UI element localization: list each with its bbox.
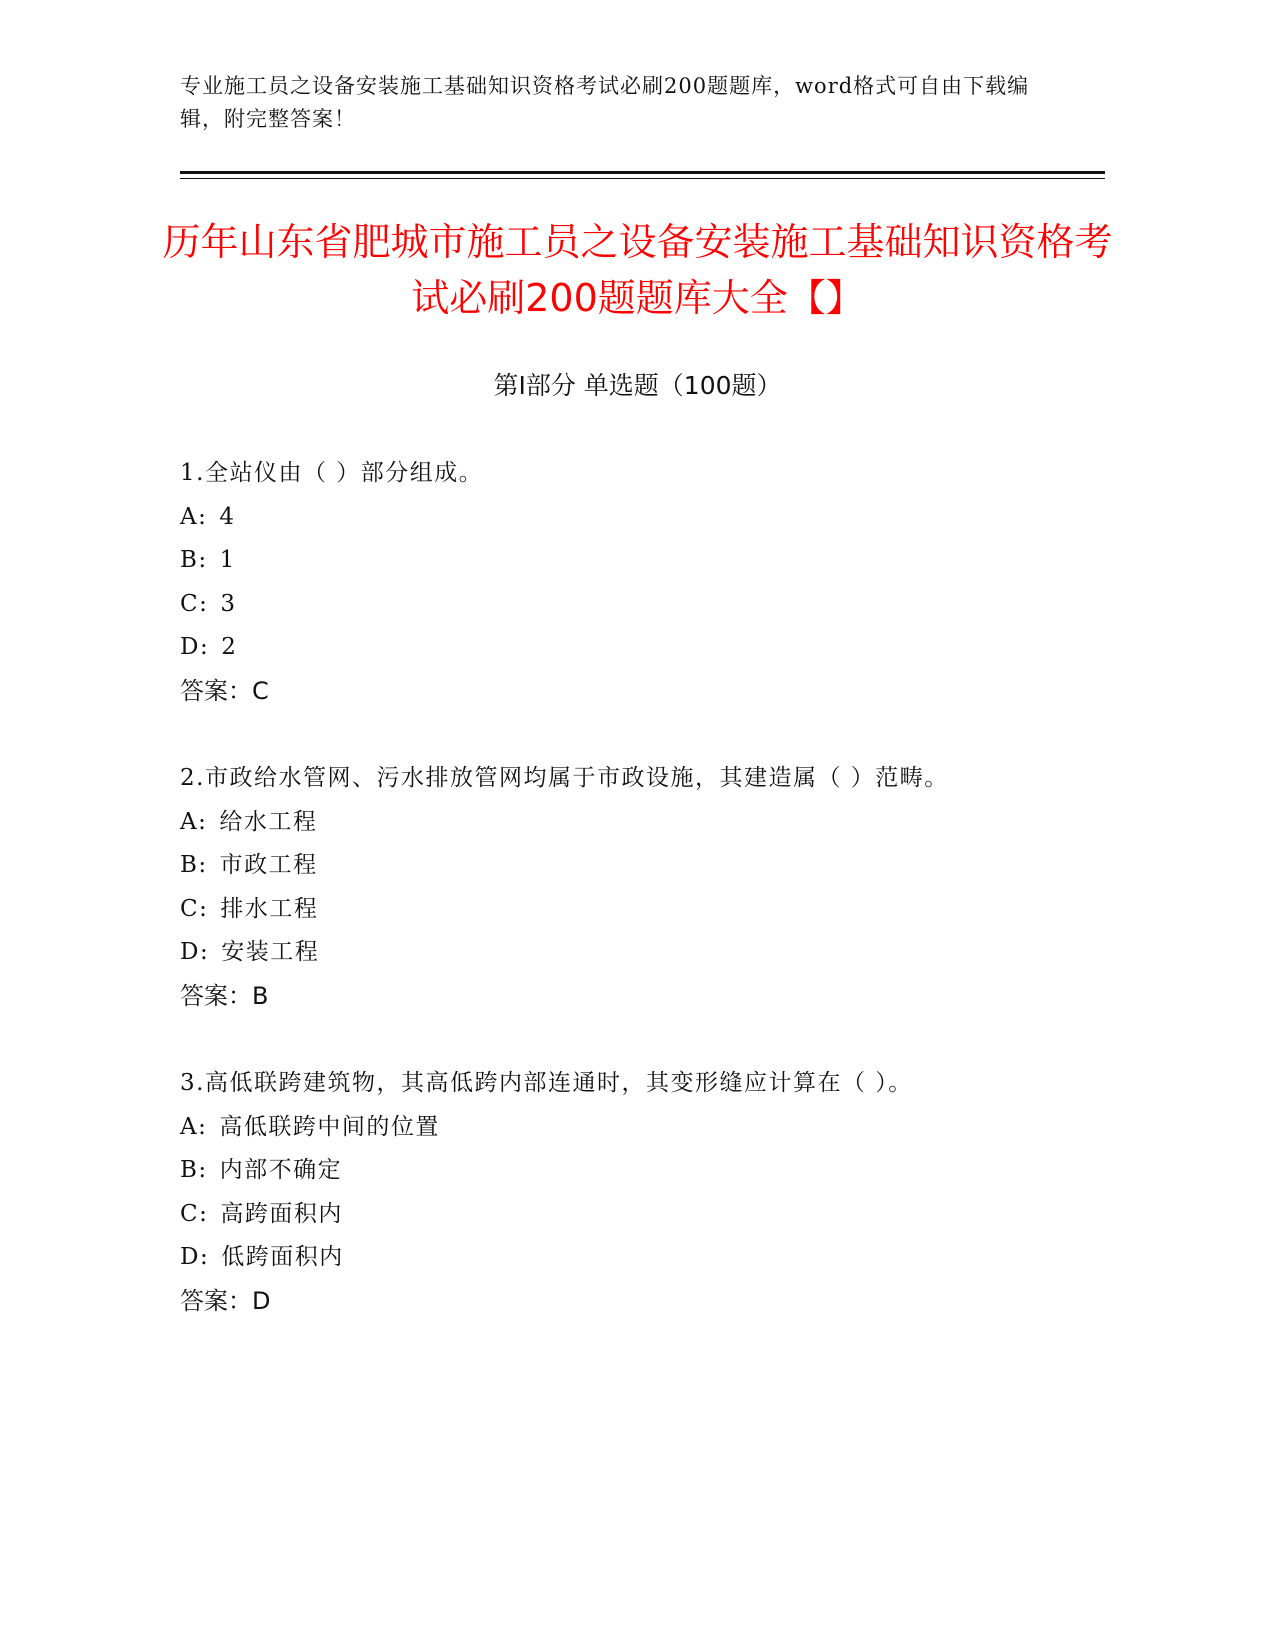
section-title: 第Ⅰ部分 单选题（100题） bbox=[493, 371, 782, 400]
option-text: 市政工程 bbox=[219, 852, 318, 878]
option-c bbox=[180, 1193, 1040, 1237]
option-label: A: bbox=[180, 808, 208, 835]
option-c bbox=[180, 583, 1040, 627]
header-note: 专业施工员之设备安装施工基础知识资格考试必刷200题题库，word格式可自由下载编辑，附完整答案！ bbox=[180, 74, 1030, 131]
question-stem: 1.全站仪由（ ）部分组成。 bbox=[180, 460, 484, 486]
option-d bbox=[180, 626, 1040, 670]
option-text: 1 bbox=[219, 547, 236, 573]
option-text: 高低联跨中间的位置 bbox=[219, 1113, 440, 1140]
question-stem: 3.高低联跨建筑物，其高低跨内部连通时，其变形缝应计算在（ ）。 bbox=[180, 1070, 913, 1096]
option-label: A: bbox=[180, 1113, 208, 1140]
option-label: C: bbox=[180, 590, 209, 617]
option-text: 安装工程 bbox=[221, 939, 320, 965]
option-label: D: bbox=[180, 634, 210, 660]
option-b bbox=[180, 1149, 1040, 1193]
document-title: 历年山东省肥城市施工员之设备安装施工基础知识资格考试必刷200题题库大全【】 bbox=[162, 220, 1113, 320]
option-text: 2 bbox=[221, 634, 238, 660]
option-text: 低跨面积内 bbox=[221, 1244, 344, 1270]
answer-line: 答案：C bbox=[180, 676, 269, 705]
option-label: B: bbox=[180, 1157, 208, 1183]
option-a bbox=[180, 496, 1040, 540]
answer-line: 答案：D bbox=[180, 1286, 271, 1315]
option-label: C: bbox=[180, 895, 209, 922]
option-d bbox=[180, 1236, 1040, 1280]
option-text: 4 bbox=[219, 503, 236, 530]
option-text: 排水工程 bbox=[220, 895, 319, 922]
option-text: 高跨面积内 bbox=[220, 1200, 343, 1227]
option-text: 内部不确定 bbox=[219, 1157, 343, 1183]
question-3 bbox=[180, 1062, 1040, 1323]
option-label: A: bbox=[180, 503, 208, 530]
option-text: 给水工程 bbox=[219, 808, 318, 835]
option-b bbox=[180, 539, 1040, 583]
option-b bbox=[180, 844, 1040, 888]
header-divider-thin bbox=[180, 178, 1105, 179]
option-label: B: bbox=[180, 852, 208, 878]
question-2 bbox=[180, 757, 1040, 1018]
option-label: C: bbox=[180, 1200, 209, 1227]
option-d bbox=[180, 931, 1040, 975]
option-label: D: bbox=[180, 939, 210, 965]
option-c bbox=[180, 888, 1040, 932]
option-label: B: bbox=[180, 547, 208, 573]
question-list bbox=[180, 452, 1040, 1367]
question-stem: 2.市政给水管网、污水排放管网均属于市政设施，其建造属（ ）范畴。 bbox=[180, 765, 949, 791]
option-text: 3 bbox=[220, 590, 237, 617]
option-a bbox=[180, 801, 1040, 845]
option-a bbox=[180, 1106, 1040, 1150]
header-divider-thick bbox=[180, 171, 1105, 174]
question-1 bbox=[180, 452, 1040, 713]
option-label: D: bbox=[180, 1244, 210, 1270]
answer-line: 答案：B bbox=[180, 981, 269, 1010]
